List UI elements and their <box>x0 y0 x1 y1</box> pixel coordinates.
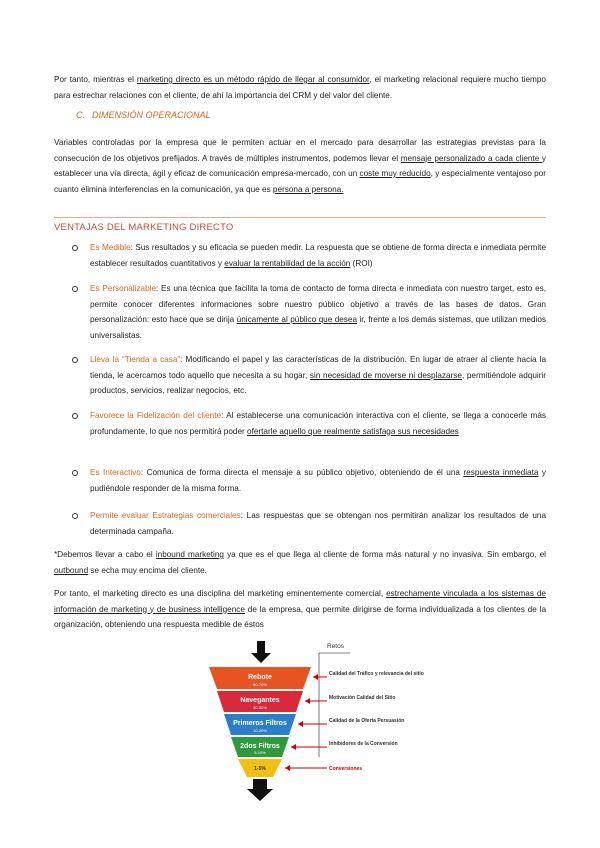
variables-text-2: y establecer una vía directa, ágil y eficaz de comunicación empresa-mercado, con un <box>54 153 547 178</box>
funnel-right-label: Motivación Calidad del Sitio <box>329 695 396 701</box>
funnel-top-arrow-icon <box>251 641 271 663</box>
variables-paragraph <box>54 135 546 197</box>
intro-paragraph <box>54 72 546 103</box>
bullet-label: Favorece la Fidelización del cliente <box>90 411 222 420</box>
funnel-level-name: Primeros Filtros <box>233 720 287 727</box>
bullet-item <box>90 240 546 271</box>
bullet-text: : Comunica de forma directa el mensaje a su público objetivo, obteniendo de él una <box>140 468 464 477</box>
bullet-item <box>90 408 546 439</box>
funnel-level-pct: 30-50% <box>253 705 267 710</box>
intro-text-2: , el marketing relacional requiere mucho tiempo para estrechar relaciones con el cliente, de ahí la importancia del CRM y del valor del cliente. <box>54 75 546 100</box>
variables-underline-2: coste muy reducido <box>359 169 431 178</box>
bullet-item <box>90 465 546 496</box>
funnel-bottom-arrow-icon <box>247 779 273 801</box>
funnel-right-label: Calidad de la Oferta Persuasión <box>329 718 405 724</box>
inbound-text-2: ya que es el que llega al cliente de forma más natural y no invasiva. Sin embargo, el <box>224 550 546 559</box>
variables-text-1: Variables controladas por la empresa que le permiten actuar en el mercado para desarrollar las estrategias previstas para la consecución de los objetivos prefijados. A través de múltiples instrumentos, podemos llevar el <box>54 138 546 163</box>
bullet-label: Permite evaluar Estrategias comerciales <box>90 511 241 520</box>
bullet-underline: evaluar la rentabilidad de la acción <box>224 258 351 268</box>
funnel-arrow-head-icon <box>305 698 310 704</box>
funnel-retos-label: Retos <box>327 643 344 650</box>
inbound-underline-2: outbound <box>54 565 89 575</box>
funnel-level-name: 1-5% <box>254 766 266 772</box>
ventajas-heading: VENTAJAS DEL MARKETING DIRECTO <box>54 222 234 233</box>
bullet-icon <box>72 513 78 519</box>
funnel-arrow-head-icon <box>313 674 318 680</box>
bullet-underline: ofertarle aquello que realmente satisfaga sus necesidades <box>247 426 459 436</box>
variables-underline-1: mensaje personalizado a cada cliente <box>400 153 542 163</box>
bullet-text: : Es una técnica que facilita la toma de contacto de forma directa e inmediata con nuestro target, esto es, permite conocer diferentes informaciones sobre nuestro público objetivo a través de las bases de datos. Gran personalización: esto hace que se dirija <box>90 284 546 324</box>
bullet-text-end: , permitiéndole adquirir productos, servicios, realizar negocios, etc. <box>90 370 546 395</box>
funnel-level-name: Rebote <box>248 674 272 681</box>
funnel-right-label: Inhibidores de la Conversión <box>329 741 398 747</box>
funnel-right-label: Conversiones <box>329 766 363 772</box>
closing-text-1: Por tanto, el marketing directo es una disciplina del marketing eminentemente comercial, <box>54 589 387 598</box>
bullet-item <box>90 508 546 539</box>
bullet-underline: sin necesidad de moverse ni desplazarse <box>309 370 462 380</box>
funnel-level-pct: 10-20% <box>253 728 267 733</box>
section-c-letter: C. <box>76 110 85 120</box>
bullet-underline: respuesta inmediata <box>463 468 539 477</box>
section-c-title: DIMENSIÓN OPERACIONAL <box>92 110 211 120</box>
bullet-item <box>90 281 546 343</box>
bullet-text: : Sus resultados y su eficacia se pueden medir. La respuesta que se obtiene de forma directa e inmediata permite establecer resultados cuantitativos y <box>90 243 546 268</box>
inbound-text-1: *Debemos llevar a cabo el <box>54 550 156 559</box>
section-divider <box>54 217 546 218</box>
funnel-level-pct: 5-10% <box>254 750 266 755</box>
funnel-level-name: 2dos Filtros <box>240 743 280 750</box>
bullet-item <box>90 352 546 399</box>
bullet-label: Lleva la “Tienda a casa” <box>90 355 181 364</box>
bullet-icon <box>72 357 78 363</box>
bullet-text: : Modificando el papel y las características de la distribución. En lugar de atraer al cliente hacia la tienda, le acercamos todo aquello que necesita a su hogar, <box>90 355 546 380</box>
funnel-arrow-head-icon <box>298 721 303 727</box>
funnel-level-name: Navegantes <box>240 697 280 704</box>
section-c-heading <box>76 110 211 120</box>
closing-text-2: de la empresa, que permite dirigirse de forma individualizada a los clientes de la organización, obteniendo una respuesta medible de éstos <box>54 604 546 629</box>
closing-paragraph <box>54 586 546 633</box>
funnel-right-label: Calidad del Tráfico y relevancia del sitio <box>329 671 424 677</box>
variables-underline-3: persona a persona. <box>272 184 344 194</box>
intro-underline-1: marketing directo es un método rápido de llegar al consumidor <box>136 75 370 84</box>
inbound-paragraph <box>54 547 546 578</box>
bullet-icon <box>72 245 78 251</box>
bullet-underline: únicamente al público que desea <box>236 315 358 324</box>
bullet-label: Es Personalizable <box>90 284 157 293</box>
funnel-level-pct: 50-70% <box>253 682 267 687</box>
inbound-underline-1: inbound marketing <box>155 550 224 559</box>
bullet-icon <box>72 413 78 419</box>
bullet-text-end: ir, frente a los demás sistemas, que utilizan medios universalistas. <box>90 315 546 340</box>
funnel-arrow-head-icon <box>285 765 290 771</box>
bullet-text-end: (ROI) <box>350 258 373 268</box>
bullet-text-end: y pudiéndole responder de la misma forma. <box>90 468 546 493</box>
bullet-label: Es Medible <box>90 243 131 252</box>
variables-text-3: , y especialmente ventajoso por cuanto elimina interferencias en la comunicación, ya que es <box>54 169 546 194</box>
bullet-icon <box>72 470 78 476</box>
conversion-funnel-diagram <box>205 637 424 847</box>
intro-text-1: Por tanto, mientras el <box>54 75 137 84</box>
closing-underline-1: estrechamente vinculada a los sistemas de información de marketing y de business intelligence <box>54 589 546 614</box>
bullet-label: Es Interactivo <box>90 468 141 477</box>
funnel-arrow-head-icon <box>291 744 296 750</box>
inbound-text-3: se echa muy encima del cliente. <box>88 565 207 575</box>
bullet-text: : Las respuestas que se obtengan nos permitirán analizar los resultados de una determinada campaña. <box>90 511 547 536</box>
bullet-text: : Al establecerse una comunicación interactiva con el cliente, se llega a conocerle más profundamente, lo que nos permitirá poder <box>90 411 546 436</box>
bullet-icon <box>72 286 78 292</box>
